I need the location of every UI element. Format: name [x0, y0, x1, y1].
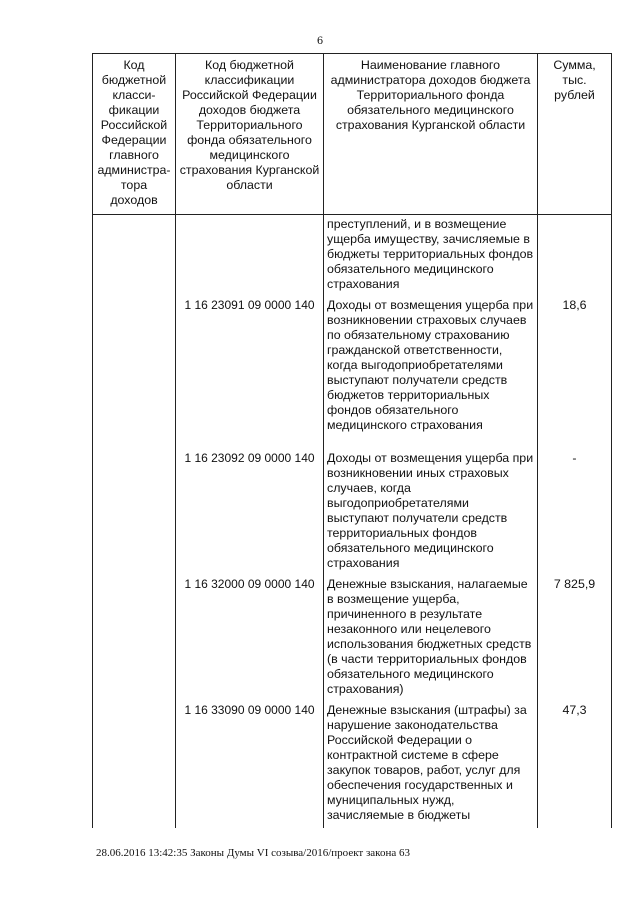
document-footer: 28.06.2016 13:42:35 Законы Думы VI созыва/2016/проект закона 63	[96, 847, 410, 859]
row-admin-code	[93, 574, 176, 700]
row-name: преступлений, и в возмещение ущерба имуществу, зачисляемые в бюджеты территориальных фондов обязательного медицинского страхования	[324, 215, 538, 296]
page-number: 6	[316, 36, 324, 47]
table-header-row	[93, 54, 612, 215]
row-amount: 7 825,9	[538, 574, 612, 700]
table-row	[93, 700, 612, 828]
row-name: Доходы от возмещения ущерба при возникновении страховых случаев по обязательному страхованию гражданской ответственности, когда выгодоприобретателями выступают получатели средств бюджетов территориальных фондов обязательного медицинского страхования	[324, 295, 538, 448]
row-admin-code	[93, 448, 176, 574]
header-name: Наименование главного администратора доходов бюджета Территориального фонда обязательного медицинского страхования Курганской области	[324, 54, 538, 215]
header-admin-code: Код бюджетной класси-фикации Российской Федерации главного администра-тора доходов	[93, 54, 176, 215]
row-amount: -	[538, 448, 612, 574]
row-budget-code: 1 16 33090 09 0000 140	[176, 700, 324, 828]
row-amount	[538, 215, 612, 296]
row-amount: 18,6	[538, 295, 612, 448]
row-budget-code	[176, 215, 324, 296]
revenue-table	[92, 53, 612, 828]
row-budget-code: 1 16 32000 09 0000 140	[176, 574, 324, 700]
header-budget-code: Код бюджетной классификации Российской Федерации доходов бюджета Территориального фонда обязательного медицинского страхования Курганской области	[176, 54, 324, 215]
row-name: Доходы от возмещения ущерба при возникновении иных страховых случаев, когда выгодоприобретателями выступают получатели средств территориальных фондов обязательного медицинского страхования	[324, 448, 538, 574]
table-row	[93, 215, 612, 296]
row-budget-code: 1 16 23092 09 0000 140	[176, 448, 324, 574]
row-admin-code	[93, 295, 176, 448]
table-row	[93, 295, 612, 448]
table-row	[93, 448, 612, 574]
row-admin-code	[93, 215, 176, 296]
row-budget-code: 1 16 23091 09 0000 140	[176, 295, 324, 448]
row-amount: 47,3	[538, 700, 612, 828]
row-name: Денежные взыскания, налагаемые в возмещение ущерба, причиненного в результате незаконного или нецелевого использования бюджетных средств (в части территориальных фондов обязательного медицинского страхования)	[324, 574, 538, 700]
row-name: Денежные взыскания (штрафы) за нарушение законодательства Российской Федерации о контрактной системе в сфере закупок товаров, работ, услуг для обеспечения государственных и муниципальных нужд, зачисляемые в бюджеты	[324, 700, 538, 828]
row-admin-code	[93, 700, 176, 828]
table-row	[93, 574, 612, 700]
header-amount: Сумма, тыс. рублей	[538, 54, 612, 215]
